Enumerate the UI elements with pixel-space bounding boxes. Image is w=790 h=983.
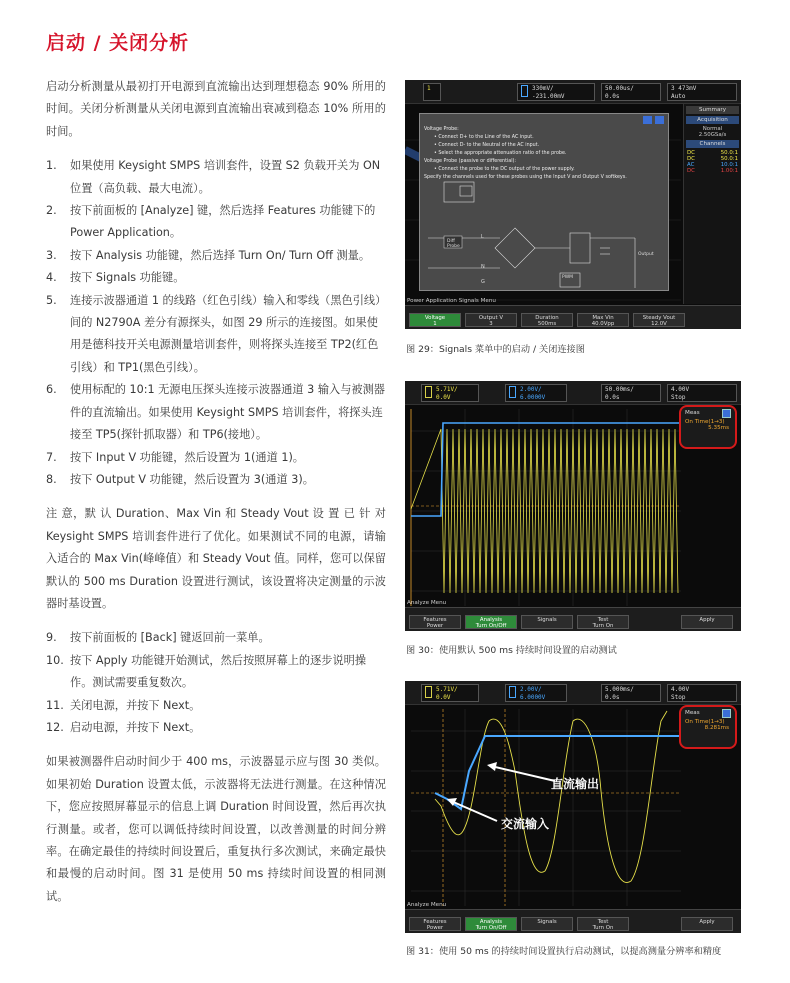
meas-label: On Time(1→3)	[685, 719, 725, 725]
dc-output-annotation: 直流输出	[551, 777, 600, 791]
dialog-line: Specify the channels used for these probes using the Input V and Output V softkeys.	[424, 175, 627, 180]
channel-coupling: DC	[687, 168, 695, 174]
ground-terminal-label: G	[481, 279, 485, 285]
softkey-value: Power	[426, 623, 444, 629]
figure-30-screenshot	[405, 381, 741, 631]
softkey-value: 12.0V	[651, 321, 667, 327]
softkey-label: Max Vin	[592, 315, 614, 321]
softkey-features[interactable]	[409, 917, 461, 931]
meas-panel	[679, 405, 737, 449]
delay: 0.0s	[605, 394, 620, 401]
softkey-label: Test	[597, 919, 609, 925]
line-terminal-label: L	[481, 234, 484, 240]
acquisition-mode: Normal	[702, 126, 723, 132]
step-item	[46, 627, 386, 649]
step-text: 按下 Analysis 功能键，然后选择 Turn On/ Turn Off 测量。	[70, 248, 371, 262]
ch3-offset: 6.0000V	[520, 694, 546, 701]
diff-probe-label: Diff Probe	[447, 239, 460, 249]
softkey-signals[interactable]	[521, 917, 573, 931]
channel-rows	[684, 150, 741, 174]
softkey-value: Power	[426, 925, 444, 931]
step-item	[46, 290, 386, 380]
ch1-scale: 5.71V/	[436, 686, 458, 693]
trigger-level: 4.00V	[671, 686, 690, 693]
summary-tab[interactable]: Summary	[686, 106, 739, 114]
meas-title: Meas	[685, 410, 700, 416]
body-text	[46, 76, 386, 920]
softkey-label: Analysis	[479, 919, 503, 925]
softkey-label: Apply	[699, 617, 715, 623]
softkey-label: Duration	[535, 315, 559, 321]
channel-ratio: 10.0:1	[720, 162, 738, 168]
step-number: 4.	[46, 271, 57, 285]
softkey-value: Turn On	[592, 623, 614, 629]
meas-value: 5.35ms	[708, 425, 729, 431]
softkey-voltage[interactable]	[409, 313, 461, 327]
channel-ratio: 50.0:1	[720, 150, 738, 156]
step-item	[46, 155, 386, 200]
softkey-label: Test	[597, 617, 609, 623]
meas-value: 8.281ms	[704, 725, 729, 731]
softkey-analysis[interactable]	[465, 615, 517, 629]
softkey-analysis[interactable]	[465, 917, 517, 931]
steps-list-b	[46, 627, 386, 739]
step-item	[46, 695, 386, 717]
sample-rate: 2.50GSa/s	[698, 132, 727, 138]
channel-coupling: DC	[687, 156, 695, 162]
ch3-offset: 6.0000V	[520, 394, 546, 401]
step-item	[46, 379, 386, 446]
softkey-test[interactable]	[577, 615, 629, 629]
step-item	[46, 200, 386, 245]
step-text: 如果使用 Keysight SMPS 培训套件，设置 S2 负载开关为 ON 位置（高负载、最大电流）。	[70, 159, 381, 195]
trigger-channel: 3	[671, 85, 675, 92]
closing-paragraph: 如果被测器件启动时间少于 400 ms，示波器显示应与图 30 类似。如果初始 Duration 设置太低，示波器将无法进行测量。在这种情况下，您应按照屏幕显示的信息上调 Duration 时间设置，然后再次执行测量。或者，您可以调低持续时间设置，以改善测量的时间分辨率。在确定最佳的持续时间设置后，重复执行多次测试，来确定最快和最慢的启动时间。图 31 是使用 50 ms 持续时间设置的相同测试。	[46, 755, 386, 903]
step-number: 3.	[46, 248, 57, 262]
step-item	[46, 267, 386, 289]
ch3-scale: 330mV/	[532, 85, 554, 92]
output-label: Output	[638, 252, 654, 257]
step-item	[46, 245, 386, 267]
step-item	[46, 650, 386, 695]
channel-row	[684, 168, 741, 174]
timebase: 5.000ms/	[605, 686, 634, 693]
steps-list-a	[46, 155, 386, 491]
softkey-label: Output V	[478, 315, 504, 321]
softkey-label: Voltage	[424, 315, 446, 321]
step-text: 启动电源，并按下 Next。	[70, 720, 201, 734]
dialog-line: Voltage Probe:	[424, 127, 459, 132]
softkey-value: Turn On/Off	[475, 623, 507, 629]
dialog-instructions	[424, 126, 664, 182]
softkey-label: Analysis	[479, 617, 503, 623]
dialog-line: • Select the appropriate attenuation ratio of the probe.	[434, 151, 567, 156]
step-text: 使用标配的 10:1 无源电压探头连接示波器通道 3 输入与被测器件的直流输出。如果使用 Keysight SMPS 培训套件，将探头连接至 TP5(探针抓取器）和 TP6(接地）。	[70, 383, 385, 442]
connection-diagram	[420, 178, 670, 298]
step-text: 按下前面板的 [Back] 键返回前一菜单。	[70, 631, 270, 645]
figure-29-caption: 图 29：Signals 菜单中的启动 / 关闭连接图	[406, 344, 585, 355]
channel-coupling: DC	[687, 150, 695, 156]
softkey-value: Turn On	[592, 925, 614, 931]
meas-title: Meas	[685, 710, 700, 716]
ch3-scale: 2.00V/	[520, 686, 542, 693]
meas-label: On Time(1→3)	[685, 419, 725, 425]
ch1-offset: 0.0V	[436, 694, 451, 701]
softkey-steady-vout[interactable]	[633, 313, 685, 327]
softkey-apply[interactable]	[681, 917, 733, 931]
step-text: 按下前面板的 [Analyze] 键，然后选择 Features 功能键下的 Power Application。	[70, 204, 376, 240]
trigger-level: 473mV	[678, 85, 697, 92]
menu-title: Power Application Signals Menu	[407, 298, 496, 304]
softkey-label: Signals	[537, 919, 557, 925]
softkey-label: Apply	[699, 919, 715, 925]
ch1-scale: 5.71V/	[436, 386, 458, 393]
step-text: 按下 Apply 功能键开始测试，然后按照屏幕上的逐步说明操作。测试需要重复数次。	[70, 653, 367, 690]
connection-dialog	[419, 113, 669, 291]
dialog-line: • Connect D- to the Neutral of the AC input.	[434, 143, 540, 148]
step-number: 6.	[46, 383, 57, 397]
dialog-line: • Connect D+ to the Line of the AC input.	[434, 135, 534, 140]
step-item	[46, 447, 386, 469]
step-number: 12.	[46, 720, 64, 734]
step-item	[46, 717, 386, 739]
menu-title: Analyze Menu	[407, 600, 447, 606]
acquisition-header: Acquisition	[686, 116, 739, 124]
menu-title: Analyze Menu	[407, 902, 447, 908]
dialog-line: • Connect the probe to the DC output of the power supply.	[434, 167, 575, 172]
step-number: 1.	[46, 159, 57, 173]
softkey-value: 1	[433, 321, 437, 327]
softkey-bar	[405, 600, 741, 631]
softkey-output-v[interactable]	[465, 313, 517, 327]
ch3-offset: -231.00mV	[532, 93, 565, 100]
step-number: 2.	[46, 204, 57, 218]
trigger-level: 4.00V	[671, 386, 690, 393]
figure-31-screenshot	[405, 681, 741, 933]
softkey-label: Features	[423, 919, 447, 925]
step-text: 按下 Output V 功能键，然后设置为 3(通道 3)。	[70, 472, 314, 486]
timebase: 50.00ms/	[605, 386, 634, 393]
softkey-value: Turn On/Off	[475, 925, 507, 931]
step-text: 连接示波器通道 1 的线路（红色引线）输入和零线（黑色引线）间的 N2790A 差分有源探头，如图 29 所示的连接图。如果使用是德科技开关电源测量培训套件，则将探头连接至 TP2(红色引线）和 TP1(黑色引线）。	[70, 293, 381, 374]
acq-mode: Stop	[671, 694, 686, 701]
softkey-bar	[405, 298, 741, 329]
channel-ratio: 50.0:1	[720, 156, 738, 162]
softkey-value: 500ms	[537, 321, 557, 327]
softkey-apply[interactable]	[681, 615, 733, 629]
ch1-label: 1	[427, 85, 431, 92]
figure-30-caption: 图 30：使用默认 500 ms 持续时间设置的启动测试	[406, 645, 617, 656]
step-text: 关闭电源，并按下 Next。	[70, 698, 201, 712]
channels-header: Channels	[686, 140, 739, 148]
step-number: 8.	[46, 472, 57, 486]
timebase: 50.00us/	[605, 85, 634, 92]
softkey-value: 3	[489, 321, 493, 327]
dialog-info-icon[interactable]	[655, 116, 664, 124]
step-text: 按下 Signals 功能键。	[70, 271, 185, 285]
step-number: 10.	[46, 653, 64, 667]
meas-settings-icon[interactable]	[722, 709, 731, 718]
dialog-line: Voltage Probe (passive or differential):	[424, 159, 517, 164]
ac-input-annotation: 交流输入	[501, 817, 550, 831]
step-number: 7.	[46, 450, 57, 464]
ch1-offset: 0.0V	[436, 394, 451, 401]
ch3-scale: 2.00V/	[520, 386, 542, 393]
meas-settings-icon[interactable]	[722, 409, 731, 418]
softkey-features[interactable]	[409, 615, 461, 629]
step-text: 按下 Input V 功能键，然后设置为 1(通道 1)。	[70, 450, 304, 464]
pwm-label: PWM	[562, 275, 574, 280]
delay: 0.0s	[605, 93, 620, 100]
channel-coupling: AC	[687, 162, 695, 168]
softkey-bar	[405, 902, 741, 933]
softkey-label: Signals	[537, 617, 557, 623]
step-number: 11.	[46, 698, 64, 712]
summary-panel	[683, 104, 741, 304]
dialog-close-icon[interactable]	[643, 116, 652, 124]
delay: 0.0s	[605, 694, 620, 701]
softkey-test[interactable]	[577, 917, 629, 931]
softkey-max-vin[interactable]	[577, 313, 629, 327]
acq-mode: Stop	[671, 394, 686, 401]
step-number: 5.	[46, 293, 57, 307]
softkey-label: Features	[423, 617, 447, 623]
intro-paragraph: 启动分析测量从最初打开电源到直流输出达到理想稳态 90% 所用的时间。关闭分析测量从关闭电源到直流输出衰减到稳态 10% 所用的时间。	[46, 80, 386, 138]
neutral-terminal-label: N	[481, 264, 485, 270]
note-paragraph: 注 意，默 认 Duration、Max Vin 和 Steady Vout 设 置 已 针 对 Keysight SMPS 培训套件进行了优化。如果测试不同的电源，请输入适合的 Max Vin(峰峰值）和 Steady Vout 值。同样，您可以保留默认的 500 ms Duration 设置进行测试，该设置将决定测量的示波器时基设置。	[46, 507, 386, 610]
softkey-signals[interactable]	[521, 615, 573, 629]
softkey-label: Steady Vout	[642, 315, 676, 321]
softkey-duration[interactable]	[521, 313, 573, 327]
step-number: 9.	[46, 631, 57, 645]
page-title: 启动 / 关闭分析	[46, 32, 190, 54]
step-item	[46, 469, 386, 491]
meas-panel	[679, 705, 737, 749]
channel-ratio: 1.00:1	[720, 168, 738, 174]
figure-29-screenshot	[405, 80, 741, 329]
softkey-value: 40.0Vpp	[591, 321, 615, 327]
figure-31-caption: 图 31：使用 50 ms 的持续时间设置执行启动测试，以提高测量分辨率和精度	[406, 946, 722, 957]
acq-mode: Auto	[671, 93, 686, 100]
